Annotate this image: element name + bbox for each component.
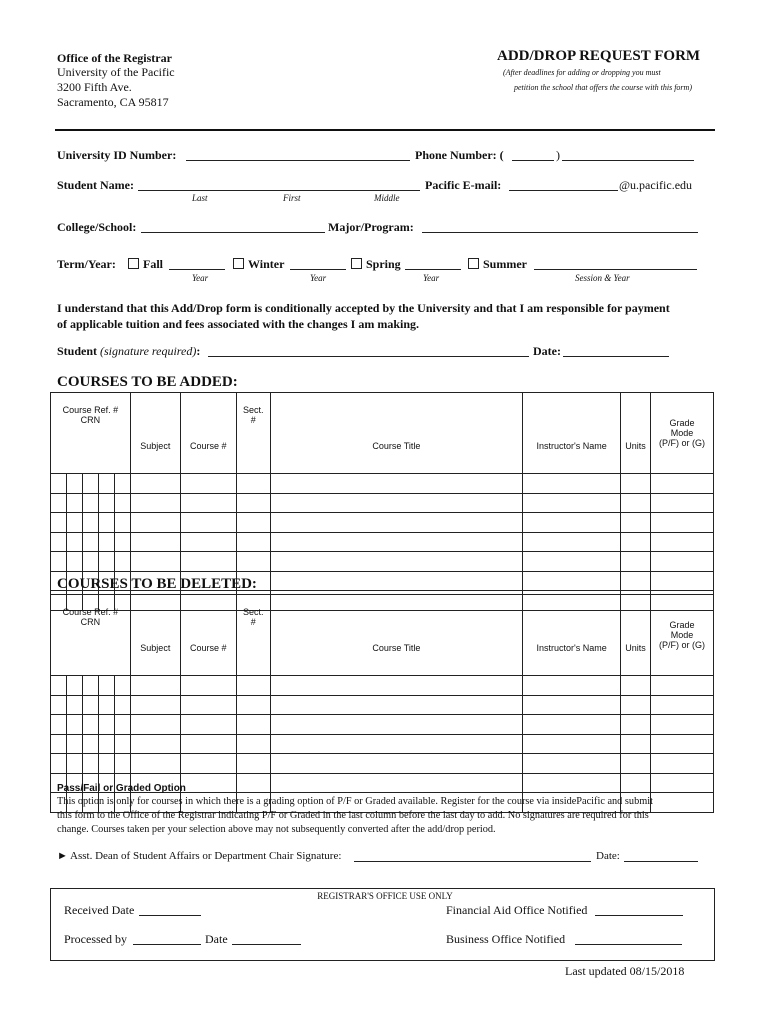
table-cell[interactable]	[236, 773, 270, 793]
summer-option[interactable]	[468, 257, 527, 272]
deadline-note-line2: petition the school that offers the course with this form)	[514, 83, 692, 92]
table-cell[interactable]	[180, 532, 236, 552]
table-cell[interactable]	[114, 715, 130, 735]
table-cell[interactable]	[51, 493, 67, 513]
table-cell[interactable]	[130, 695, 180, 715]
student-label: Student	[57, 344, 98, 358]
table-row	[51, 676, 714, 696]
table-cell[interactable]	[270, 532, 522, 552]
table-cell[interactable]	[82, 552, 98, 572]
table-cell[interactable]	[621, 715, 651, 735]
table-cell[interactable]	[621, 571, 651, 591]
table-cell[interactable]	[651, 676, 714, 696]
phone-label: Phone Number: (	[415, 148, 504, 162]
processed-by-field[interactable]	[133, 944, 201, 945]
college-field[interactable]	[141, 232, 325, 233]
subject-header: Subject	[130, 393, 180, 474]
table-cell[interactable]	[98, 734, 114, 754]
table-cell[interactable]	[523, 571, 621, 591]
table-cell[interactable]	[114, 532, 130, 552]
table-cell[interactable]	[98, 532, 114, 552]
table-cell[interactable]	[66, 493, 82, 513]
table-cell[interactable]	[114, 695, 130, 715]
grade-header-line1: Grade	[669, 418, 695, 428]
financial-aid-label: Financial Aid Office Notified	[446, 903, 588, 917]
table-cell[interactable]	[98, 676, 114, 696]
table-row	[51, 532, 714, 552]
table-cell[interactable]	[621, 474, 651, 494]
table-cell[interactable]	[523, 493, 621, 513]
table-cell[interactable]	[523, 513, 621, 533]
table-cell[interactable]	[236, 513, 270, 533]
dean-date-label: Date:	[596, 850, 620, 862]
courses-added-title: COURSES TO BE ADDED:	[57, 374, 238, 390]
university-name: University of the Pacific	[57, 65, 175, 79]
table-cell[interactable]	[523, 715, 621, 735]
course-title-header: Course Title	[270, 595, 522, 676]
table-cell[interactable]	[523, 773, 621, 793]
email-domain: @u.pacific.edu	[619, 178, 693, 192]
table-cell[interactable]	[270, 695, 522, 715]
table-cell[interactable]	[130, 493, 180, 513]
table-cell[interactable]	[651, 773, 714, 793]
course-number-header: Course #	[180, 595, 236, 676]
table-cell[interactable]	[82, 532, 98, 552]
table-cell[interactable]	[82, 513, 98, 533]
last-updated: Last updated 08/15/2018	[565, 964, 685, 978]
crn-header-line1: Course Ref. #	[62, 405, 119, 415]
statement-line1: I understand that this Add/Drop form is conditionally accepted by the University and that I am responsible for payment	[57, 301, 670, 315]
fall-checkbox[interactable]	[128, 258, 139, 269]
passfail-title: Pass/Fail or Graded Option	[57, 783, 186, 794]
student-signature-label	[57, 344, 200, 359]
courses-deleted-table	[50, 594, 714, 813]
table-cell[interactable]	[51, 676, 67, 696]
table-cell[interactable]	[651, 513, 714, 533]
crn-header-line1: Course Ref. #	[62, 607, 119, 617]
table-cell[interactable]	[621, 532, 651, 552]
table-cell[interactable]	[82, 715, 98, 735]
business-office-label: Business Office Notified	[446, 932, 566, 946]
table-cell[interactable]	[651, 532, 714, 552]
dean-signature-label: ► Asst. Dean of Student Affairs or Department Chair Signature:	[57, 850, 342, 862]
units-header: Units	[621, 393, 651, 474]
units-header: Units	[621, 595, 651, 676]
table-row	[51, 513, 714, 533]
email-field[interactable]	[509, 190, 618, 191]
table-cell[interactable]	[114, 493, 130, 513]
table-cell[interactable]	[523, 754, 621, 774]
statement-line2: of applicable tuition and fees associated with the changes I am making.	[57, 317, 420, 331]
college-label: College/School:	[57, 220, 137, 234]
office-name: Office of the Registrar	[57, 51, 172, 65]
name-middle-caption: Middle	[374, 193, 400, 203]
winter-label: Winter	[248, 257, 285, 271]
subject-header: Subject	[130, 595, 180, 676]
student-signature-field[interactable]	[208, 356, 529, 357]
table-cell[interactable]	[270, 773, 522, 793]
table-cell[interactable]	[621, 676, 651, 696]
table-cell[interactable]	[270, 715, 522, 735]
passfail-line3: change. Courses taken per your selection above may not subsequently converted after the add/drop period.	[57, 824, 496, 835]
table-cell[interactable]	[180, 513, 236, 533]
table-cell[interactable]	[180, 754, 236, 774]
table-cell[interactable]	[236, 695, 270, 715]
table-cell[interactable]	[180, 695, 236, 715]
table-cell[interactable]	[236, 493, 270, 513]
winter-year-field[interactable]	[290, 269, 346, 270]
passfail-line2: this form to the Office of the Registrar indicating P/F or Graded in the last column before the last day to add. No signatures are required for this	[57, 810, 649, 821]
grade-header-line3: (P/F) or (G)	[659, 438, 705, 448]
table-cell[interactable]	[51, 513, 67, 533]
spring-year-caption: Year	[423, 273, 440, 283]
spring-label: Spring	[366, 257, 401, 271]
table-cell[interactable]	[114, 676, 130, 696]
table-cell[interactable]	[523, 676, 621, 696]
table-cell[interactable]	[270, 474, 522, 494]
table-cell[interactable]	[270, 676, 522, 696]
table-cell[interactable]	[523, 474, 621, 494]
table-cell[interactable]	[66, 532, 82, 552]
table-cell[interactable]	[270, 493, 522, 513]
table-cell[interactable]	[130, 676, 180, 696]
sect-header-line2: #	[250, 415, 256, 425]
table-cell[interactable]	[130, 754, 180, 774]
table-cell[interactable]	[180, 715, 236, 735]
table-cell[interactable]	[51, 552, 67, 572]
winter-option[interactable]	[233, 257, 284, 272]
table-cell[interactable]	[270, 513, 522, 533]
table-cell[interactable]	[651, 793, 714, 813]
table-cell[interactable]	[66, 552, 82, 572]
phone-area-code-field[interactable]	[512, 160, 554, 161]
sect-header-line1: Sect.	[242, 607, 264, 617]
spring-year-field[interactable]	[405, 269, 461, 270]
table-cell[interactable]	[621, 493, 651, 513]
table-cell[interactable]	[180, 773, 236, 793]
student-date-label: Date:	[533, 344, 561, 358]
name-first-caption: First	[283, 193, 301, 203]
table-cell[interactable]	[130, 552, 180, 572]
student-name-field[interactable]	[138, 190, 420, 191]
form-title: ADD/DROP REQUEST FORM	[497, 48, 701, 64]
spring-checkbox[interactable]	[351, 258, 362, 269]
table-cell[interactable]	[51, 715, 67, 735]
received-date-label: Received Date	[64, 903, 135, 917]
table-row	[51, 695, 714, 715]
table-cell[interactable]	[82, 754, 98, 774]
table-cell[interactable]	[114, 734, 130, 754]
fall-option[interactable]	[128, 257, 163, 272]
fall-year-caption: Year	[192, 273, 209, 283]
table-row	[51, 715, 714, 735]
table-row	[51, 474, 714, 494]
courses-deleted-title: COURSES TO BE DELETED:	[57, 576, 257, 592]
table-cell[interactable]	[51, 754, 67, 774]
table-cell[interactable]	[66, 513, 82, 533]
table-cell[interactable]	[651, 734, 714, 754]
table-cell[interactable]	[523, 552, 621, 572]
course-number-header: Course #	[180, 393, 236, 474]
table-cell[interactable]	[130, 532, 180, 552]
table-cell[interactable]	[180, 676, 236, 696]
table-cell[interactable]	[651, 474, 714, 494]
deadline-note-line1: (After deadlines for adding or dropping you must	[503, 68, 661, 77]
office-use-title: REGISTRAR'S OFFICE USE ONLY	[317, 891, 453, 901]
table-row	[51, 734, 714, 754]
header-divider	[55, 129, 715, 131]
crn-header-line2: CRN	[80, 617, 101, 627]
table-row	[51, 552, 714, 572]
winter-checkbox[interactable]	[233, 258, 244, 269]
sect-header-line1: Sect.	[242, 405, 264, 415]
table-cell[interactable]	[114, 474, 130, 494]
table-cell[interactable]	[180, 552, 236, 572]
table-cell[interactable]	[66, 676, 82, 696]
table-cell[interactable]	[236, 474, 270, 494]
signature-colon: :	[196, 344, 201, 358]
table-cell[interactable]	[621, 734, 651, 754]
table-cell[interactable]	[66, 715, 82, 735]
table-cell[interactable]	[651, 493, 714, 513]
course-title-header: Course Title	[270, 393, 522, 474]
table-cell[interactable]	[180, 734, 236, 754]
email-label: Pacific E-mail:	[425, 178, 502, 192]
table-cell[interactable]	[98, 474, 114, 494]
summer-session-field[interactable]	[534, 269, 697, 270]
table-cell[interactable]	[621, 552, 651, 572]
university-id-label: University ID Number:	[57, 148, 177, 162]
table-cell[interactable]	[180, 493, 236, 513]
table-cell[interactable]	[98, 715, 114, 735]
table-cell[interactable]	[523, 532, 621, 552]
processed-by-label: Processed by	[64, 932, 127, 946]
table-cell[interactable]	[621, 513, 651, 533]
winter-year-caption: Year	[310, 273, 327, 283]
grade-header-line2: Mode	[670, 428, 694, 438]
name-last-caption: Last	[192, 193, 208, 203]
spring-option[interactable]	[351, 257, 401, 272]
crn-header-line2: CRN	[80, 415, 101, 425]
table-cell[interactable]	[114, 754, 130, 774]
table-cell[interactable]	[236, 552, 270, 572]
dean-signature-field[interactable]	[354, 861, 591, 862]
table-cell[interactable]	[270, 571, 522, 591]
table-cell[interactable]	[114, 513, 130, 533]
table-cell[interactable]	[130, 513, 180, 533]
university-id-field[interactable]	[186, 160, 410, 161]
student-name-label: Student Name:	[57, 178, 134, 192]
fall-year-field[interactable]	[169, 269, 225, 270]
table-cell[interactable]	[51, 734, 67, 754]
table-cell[interactable]	[66, 734, 82, 754]
table-cell[interactable]	[51, 532, 67, 552]
summer-session-caption: Session & Year	[575, 273, 630, 283]
table-cell[interactable]	[270, 754, 522, 774]
business-office-field[interactable]	[575, 944, 682, 945]
table-cell[interactable]	[82, 734, 98, 754]
table-cell[interactable]	[621, 773, 651, 793]
table-cell[interactable]	[130, 734, 180, 754]
dean-date-field[interactable]	[624, 861, 698, 862]
table-cell[interactable]	[98, 513, 114, 533]
table-cell[interactable]	[523, 695, 621, 715]
table-cell[interactable]	[236, 754, 270, 774]
table-cell[interactable]	[98, 552, 114, 572]
address-line1: 3200 Fifth Ave.	[57, 80, 132, 94]
sect-header-line2: #	[250, 617, 256, 627]
table-cell[interactable]	[180, 474, 236, 494]
received-date-field[interactable]	[139, 915, 201, 916]
table-cell[interactable]	[130, 474, 180, 494]
major-label: Major/Program:	[328, 220, 414, 234]
table-cell[interactable]	[236, 734, 270, 754]
table-cell[interactable]	[66, 695, 82, 715]
table-cell[interactable]	[651, 715, 714, 735]
table-cell[interactable]	[236, 715, 270, 735]
table-cell[interactable]	[98, 754, 114, 774]
address-line2: Sacramento, CA 95817	[57, 95, 169, 109]
table-cell[interactable]	[270, 552, 522, 572]
grade-header-line3: (P/F) or (G)	[659, 640, 705, 650]
table-cell[interactable]	[651, 552, 714, 572]
table-cell[interactable]	[621, 695, 651, 715]
table-cell[interactable]	[66, 754, 82, 774]
processed-date-field[interactable]	[232, 944, 301, 945]
table-cell[interactable]	[651, 571, 714, 591]
table-row	[51, 493, 714, 513]
table-cell[interactable]	[130, 715, 180, 735]
table-cell[interactable]	[82, 695, 98, 715]
phone-paren: )	[556, 148, 560, 162]
table-cell[interactable]	[651, 754, 714, 774]
table-cell[interactable]	[236, 532, 270, 552]
table-cell[interactable]	[51, 474, 67, 494]
table-cell[interactable]	[82, 493, 98, 513]
table-cell[interactable]	[66, 474, 82, 494]
table-cell[interactable]	[236, 676, 270, 696]
student-date-field[interactable]	[563, 356, 669, 357]
passfail-line1: This option is only for courses in which there is a grading option of P/F or Graded available. Register for the course via insidePacific and submit	[57, 796, 653, 807]
signature-required-note: (signature required)	[100, 344, 197, 358]
table-cell[interactable]	[621, 754, 651, 774]
fall-label: Fall	[143, 257, 163, 271]
financial-aid-field[interactable]	[595, 915, 683, 916]
table-cell[interactable]	[651, 695, 714, 715]
instructor-header: Instructor's Name	[523, 393, 621, 474]
summer-checkbox[interactable]	[468, 258, 479, 269]
table-cell[interactable]	[270, 734, 522, 754]
table-cell[interactable]	[114, 552, 130, 572]
table-cell[interactable]	[98, 493, 114, 513]
phone-number-field[interactable]	[562, 160, 694, 161]
table-cell[interactable]	[51, 695, 67, 715]
processed-date-label: Date	[205, 932, 228, 946]
major-field[interactable]	[422, 232, 698, 233]
table-cell[interactable]	[82, 474, 98, 494]
summer-label: Summer	[483, 257, 527, 271]
grade-header-line1: Grade	[669, 620, 695, 630]
table-cell[interactable]	[523, 734, 621, 754]
grade-header-line2: Mode	[670, 630, 694, 640]
table-row	[51, 754, 714, 774]
term-year-label: Term/Year:	[57, 257, 116, 271]
instructor-header: Instructor's Name	[523, 595, 621, 676]
table-cell[interactable]	[82, 676, 98, 696]
table-cell[interactable]	[98, 695, 114, 715]
